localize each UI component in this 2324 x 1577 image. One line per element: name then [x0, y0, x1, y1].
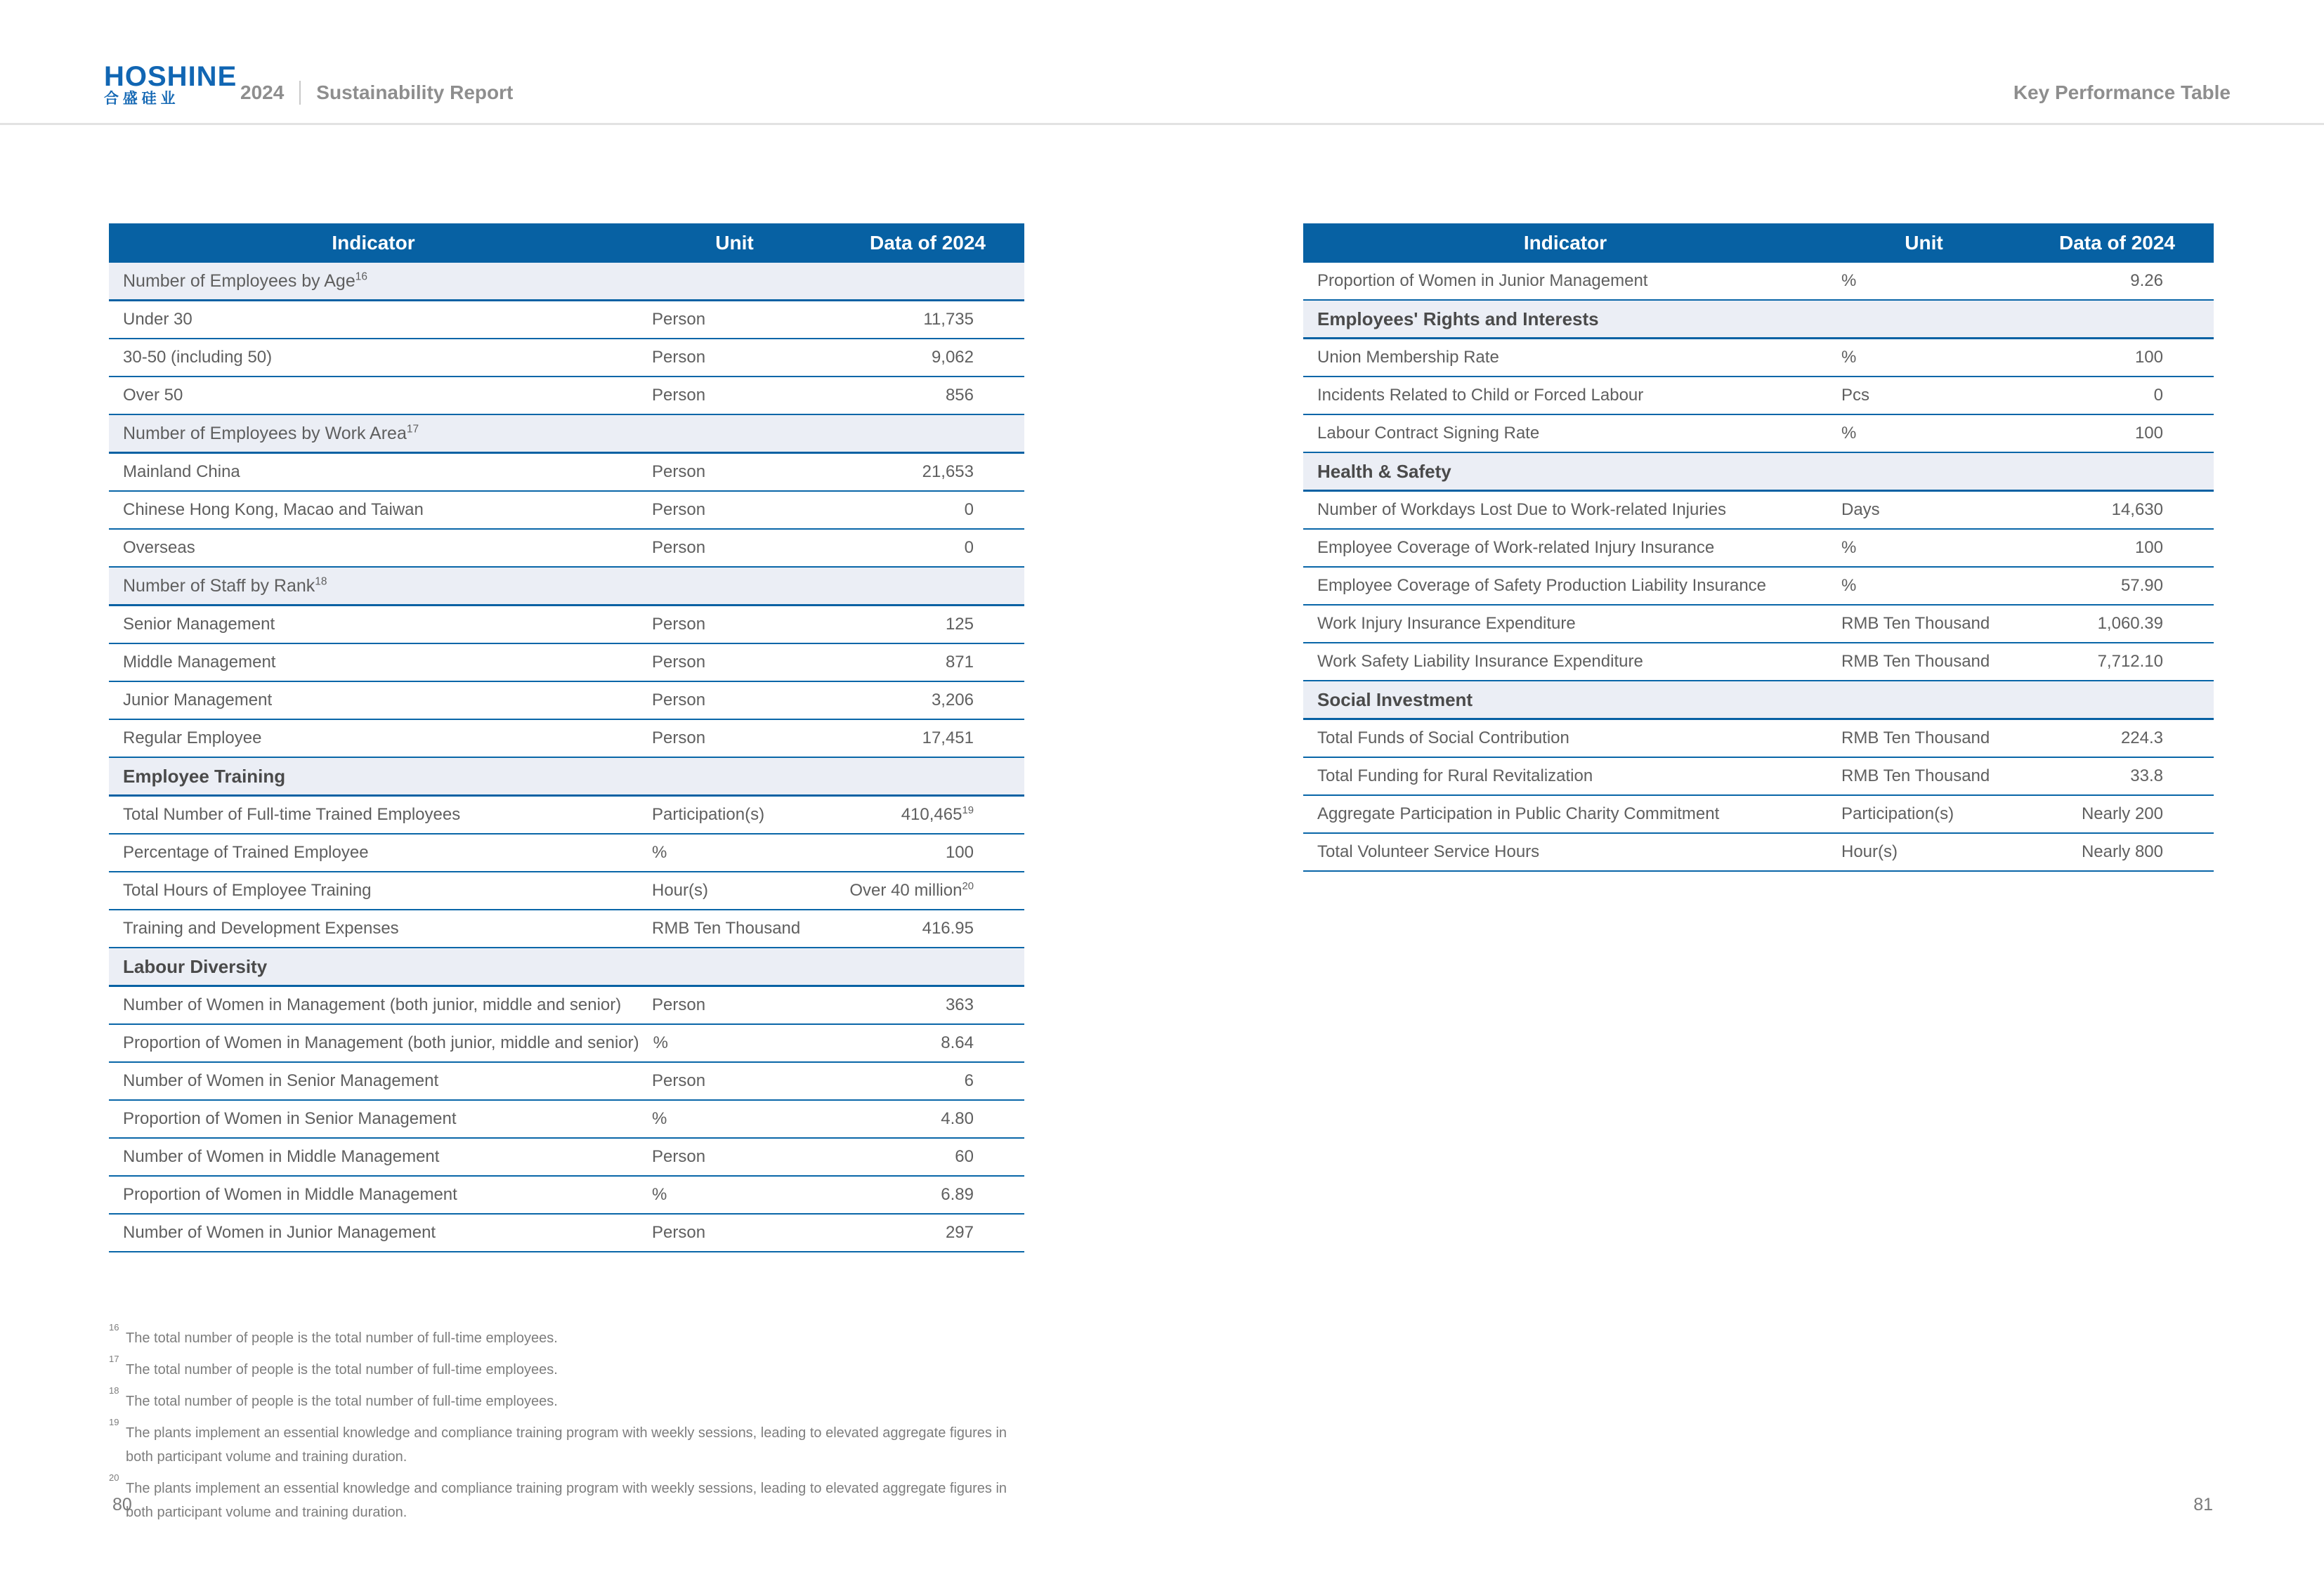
unit-cell: RMB Ten Thousand — [652, 919, 801, 938]
indicator-cell: Total Funding for Rural Revitalization — [1317, 766, 1593, 785]
table-row — [1303, 568, 2214, 606]
table-row — [109, 377, 1024, 415]
unit-cell: % — [1841, 576, 1857, 595]
value-cell: Nearly 800 — [2081, 842, 2163, 861]
value-cell: 14,630 — [2111, 500, 2163, 519]
value-cell: 297 — [945, 1223, 974, 1242]
column-header-data: Data of 2024 — [870, 232, 986, 254]
column-header-indicator: Indicator — [332, 232, 415, 254]
kpi-table-left — [109, 223, 1024, 1252]
column-header-data: Data of 2024 — [2059, 232, 2175, 254]
table-row — [1303, 377, 2214, 415]
logo-wordmark: HOSHINE — [104, 61, 237, 92]
unit-cell: Person — [652, 538, 706, 557]
page-header — [0, 0, 2324, 125]
table-row — [1303, 339, 2214, 377]
report-name: Sustainability Report — [316, 81, 514, 103]
table-row — [109, 1177, 1024, 1215]
table-row — [109, 530, 1024, 568]
table-header-row — [1303, 223, 2214, 263]
value-cell: 0 — [2153, 386, 2163, 405]
footnotes — [109, 1322, 1033, 1532]
unit-cell: Participation(s) — [652, 805, 765, 824]
table-row — [109, 872, 1024, 910]
unit-cell: Person — [652, 691, 706, 709]
indicator-cell: Employee Coverage of Work-related Injury Insurance — [1317, 538, 1715, 557]
value-cell: 0 — [964, 500, 974, 519]
unit-cell: Person — [652, 310, 706, 329]
value-cell: 6 — [964, 1071, 974, 1090]
value-cell: 9,062 — [931, 348, 974, 367]
value-cell: 17,451 — [922, 728, 974, 747]
column-header-indicator: Indicator — [1523, 232, 1607, 254]
value-cell: 363 — [945, 995, 974, 1014]
table-body — [109, 263, 1024, 1252]
indicator-cell: Total Funds of Social Contribution — [1317, 728, 1569, 747]
table-row — [109, 987, 1024, 1025]
section-label: Number of Staff by Rank$^{18}$ — [123, 575, 327, 596]
table-row — [109, 339, 1024, 377]
unit-cell: Days — [1841, 500, 1880, 519]
value-cell: 7,712.10 — [2097, 652, 2163, 671]
value-cell: 57.90 — [2120, 576, 2163, 595]
footnote: 19 The plants implement an essential knowledge and compliance training program with weekly sessions, leading to elevated aggregate figures in both participant volume and training duration. — [109, 1417, 1007, 1465]
kpi-table-right — [1303, 223, 2214, 872]
unit-cell: % — [1841, 271, 1857, 290]
page-number-right: 81 — [2193, 1495, 2213, 1514]
unit-cell: Person — [652, 1147, 706, 1166]
indicator-cell: 30-50 (including 50) — [123, 348, 273, 367]
table-section-row — [1303, 301, 2214, 339]
indicator-cell: Aggregate Participation in Public Charity Commitment — [1317, 804, 1720, 823]
section-label: Social Investment — [1317, 688, 1473, 710]
indicator-cell: Total Hours of Employee Training — [123, 881, 372, 900]
unit-cell: RMB Ten Thousand — [1841, 728, 1990, 747]
unit-cell: Person — [652, 462, 706, 481]
indicator-cell: Number of Workdays Lost Due to Work-related Injuries — [1317, 500, 1727, 519]
table-section-row — [109, 415, 1024, 454]
table-header-row — [109, 223, 1024, 263]
table-row — [109, 1063, 1024, 1101]
table-row — [109, 1025, 1024, 1063]
indicator-cell: Middle Management — [123, 653, 276, 672]
unit-cell: % — [653, 1033, 668, 1052]
value-cell: 100 — [2134, 538, 2163, 557]
table-row — [1303, 530, 2214, 568]
table-row — [1303, 606, 2214, 643]
table-body — [1303, 263, 2214, 872]
table-row — [1303, 758, 2214, 796]
table-row — [1303, 834, 2214, 872]
table-row — [109, 454, 1024, 492]
value-cell: 33.8 — [2130, 766, 2163, 785]
indicator-cell: Number of Women in Management (both junior, middle and senior) — [123, 995, 622, 1014]
indicator-cell: Work Safety Liability Insurance Expenditure — [1317, 652, 1643, 671]
footnote: 20 The plants implement an essential knowledge and compliance training program with weekly sessions, leading to elevated aggregate figures in both participant volume and training duration. — [109, 1472, 1007, 1520]
value-cell: 11,735 — [923, 310, 974, 329]
unit-cell: % — [652, 1109, 667, 1128]
indicator-cell: Under 30 — [123, 310, 192, 329]
table-row — [109, 301, 1024, 339]
unit-cell: Person — [652, 728, 706, 747]
report-year: 2024 — [240, 81, 285, 103]
indicator-cell: Mainland China — [123, 462, 240, 481]
unit-cell: Pcs — [1841, 386, 1870, 405]
value-cell: 8.64 — [941, 1033, 974, 1052]
unit-cell: Participation(s) — [1841, 804, 1954, 823]
document-title — [240, 73, 513, 112]
table-row — [109, 797, 1024, 835]
table-row — [109, 682, 1024, 720]
indicator-cell: Overseas — [123, 538, 195, 557]
indicator-cell: Number of Women in Senior Management — [123, 1071, 439, 1090]
unit-cell: Hour(s) — [1841, 842, 1898, 861]
value-cell: 856 — [945, 386, 974, 405]
table-row — [1303, 415, 2214, 453]
unit-cell: % — [1841, 348, 1857, 367]
table-row — [109, 1139, 1024, 1177]
unit-cell: Person — [652, 995, 706, 1014]
table-row — [109, 1101, 1024, 1139]
table-row — [109, 1215, 1024, 1252]
unit-cell: Person — [652, 1223, 706, 1242]
indicator-cell: Chinese Hong Kong, Macao and Taiwan — [123, 500, 424, 519]
unit-cell: RMB Ten Thousand — [1841, 614, 1990, 633]
unit-cell: % — [652, 843, 667, 862]
value-cell: 100 — [945, 843, 974, 862]
indicator-cell: Work Injury Insurance Expenditure — [1317, 614, 1576, 633]
value-cell: 871 — [945, 653, 974, 672]
value-cell: Nearly 200 — [2081, 804, 2163, 823]
table-row — [1303, 492, 2214, 530]
section-label: Employee Training — [123, 765, 286, 787]
value-cell: 21,653 — [922, 462, 974, 481]
unit-cell: % — [1841, 538, 1857, 557]
column-header-unit: Unit — [1905, 232, 1943, 254]
indicator-cell: Percentage of Trained Employee — [123, 843, 369, 862]
column-header-unit: Unit — [715, 232, 754, 254]
table-section-row — [109, 263, 1024, 301]
unit-cell: Person — [652, 615, 706, 634]
indicator-cell: Over 50 — [123, 386, 183, 405]
value-cell: 100 — [2134, 424, 2163, 443]
table-row — [1303, 263, 2214, 301]
unit-cell: % — [652, 1185, 667, 1204]
indicator-cell: Junior Management — [123, 691, 273, 709]
value-cell: 6.89 — [941, 1185, 974, 1204]
unit-cell: Person — [652, 653, 706, 672]
indicator-cell: Labour Contract Signing Rate — [1317, 424, 1540, 443]
indicator-cell: Employee Coverage of Safety Production Liability Insurance — [1317, 576, 1767, 595]
hoshine-logo — [104, 61, 237, 108]
unit-cell: Person — [652, 500, 706, 519]
value-cell: Over 40 million$^{20}$ — [849, 881, 974, 900]
value-cell: 9.26 — [2130, 271, 2163, 290]
table-row — [109, 720, 1024, 758]
footnote: 17 The total number of people is the total number of full-time employees. — [109, 1354, 558, 1378]
indicator-cell: Incidents Related to Child or Forced Labour — [1317, 386, 1644, 405]
table-section-row — [1303, 453, 2214, 492]
indicator-cell: Proportion of Women in Senior Management — [123, 1109, 457, 1128]
indicator-cell: Proportion of Women in Management (both junior, middle and senior) — [123, 1033, 639, 1052]
unit-cell: Person — [652, 348, 706, 367]
table-row — [109, 644, 1024, 682]
value-cell: 416.95 — [922, 919, 974, 938]
indicator-cell: Number of Women in Middle Management — [123, 1147, 440, 1166]
value-cell: 0 — [964, 538, 974, 557]
unit-cell: RMB Ten Thousand — [1841, 766, 1990, 785]
table-row — [109, 910, 1024, 948]
table-section-row — [1303, 681, 2214, 720]
table-row — [1303, 720, 2214, 758]
indicator-cell: Regular Employee — [123, 728, 262, 747]
table-row — [1303, 643, 2214, 681]
unit-cell: % — [1841, 424, 1857, 443]
value-cell: 1,060.39 — [2097, 614, 2163, 633]
table-row — [109, 492, 1024, 530]
table-row — [1303, 796, 2214, 834]
table-section-row — [109, 758, 1024, 797]
value-cell: 3,206 — [931, 691, 974, 709]
value-cell: 410,465$^{19}$ — [901, 805, 974, 824]
indicator-cell: Training and Development Expenses — [123, 919, 399, 938]
unit-cell: Person — [652, 386, 706, 405]
indicator-cell: Total Number of Full-time Trained Employees — [123, 805, 461, 824]
unit-cell: Hour(s) — [652, 881, 709, 900]
value-cell: 60 — [955, 1147, 974, 1166]
page-number-left: 80 — [112, 1495, 132, 1514]
title-divider — [299, 81, 301, 105]
table-section-row — [109, 948, 1024, 987]
section-label: Number of Employees by Age$^{16}$ — [123, 270, 367, 291]
value-cell: 4.80 — [941, 1109, 974, 1128]
indicator-cell: Total Volunteer Service Hours — [1317, 842, 1540, 861]
footnote: 18 The total number of people is the total number of full-time employees. — [109, 1385, 558, 1409]
section-label: Number of Employees by Work Area$^{17}$ — [123, 423, 419, 443]
table-row — [109, 835, 1024, 872]
indicator-cell: Senior Management — [123, 615, 275, 634]
unit-cell: Person — [652, 1071, 706, 1090]
indicator-cell: Proportion of Women in Junior Management — [1317, 271, 1648, 290]
table-row — [109, 606, 1024, 644]
section-label: Health & Safety — [1317, 460, 1451, 482]
section-label: Employees' Rights and Interests — [1317, 308, 1599, 329]
indicator-cell: Proportion of Women in Middle Management — [123, 1185, 457, 1204]
logo-chinese-text: 合 盛 硅 业 — [104, 91, 176, 107]
indicator-cell: Number of Women in Junior Management — [123, 1223, 436, 1242]
section-label: Labour Diversity — [123, 955, 268, 977]
unit-cell: RMB Ten Thousand — [1841, 652, 1990, 671]
table-section-row — [109, 568, 1024, 606]
value-cell: 100 — [2134, 348, 2163, 367]
value-cell: 224.3 — [2120, 728, 2163, 747]
value-cell: 125 — [945, 615, 974, 634]
footnote: 16 The total number of people is the total number of full-time employees. — [109, 1322, 558, 1346]
indicator-cell: Union Membership Rate — [1317, 348, 1499, 367]
page-title: Key Performance Table — [2013, 81, 2231, 103]
